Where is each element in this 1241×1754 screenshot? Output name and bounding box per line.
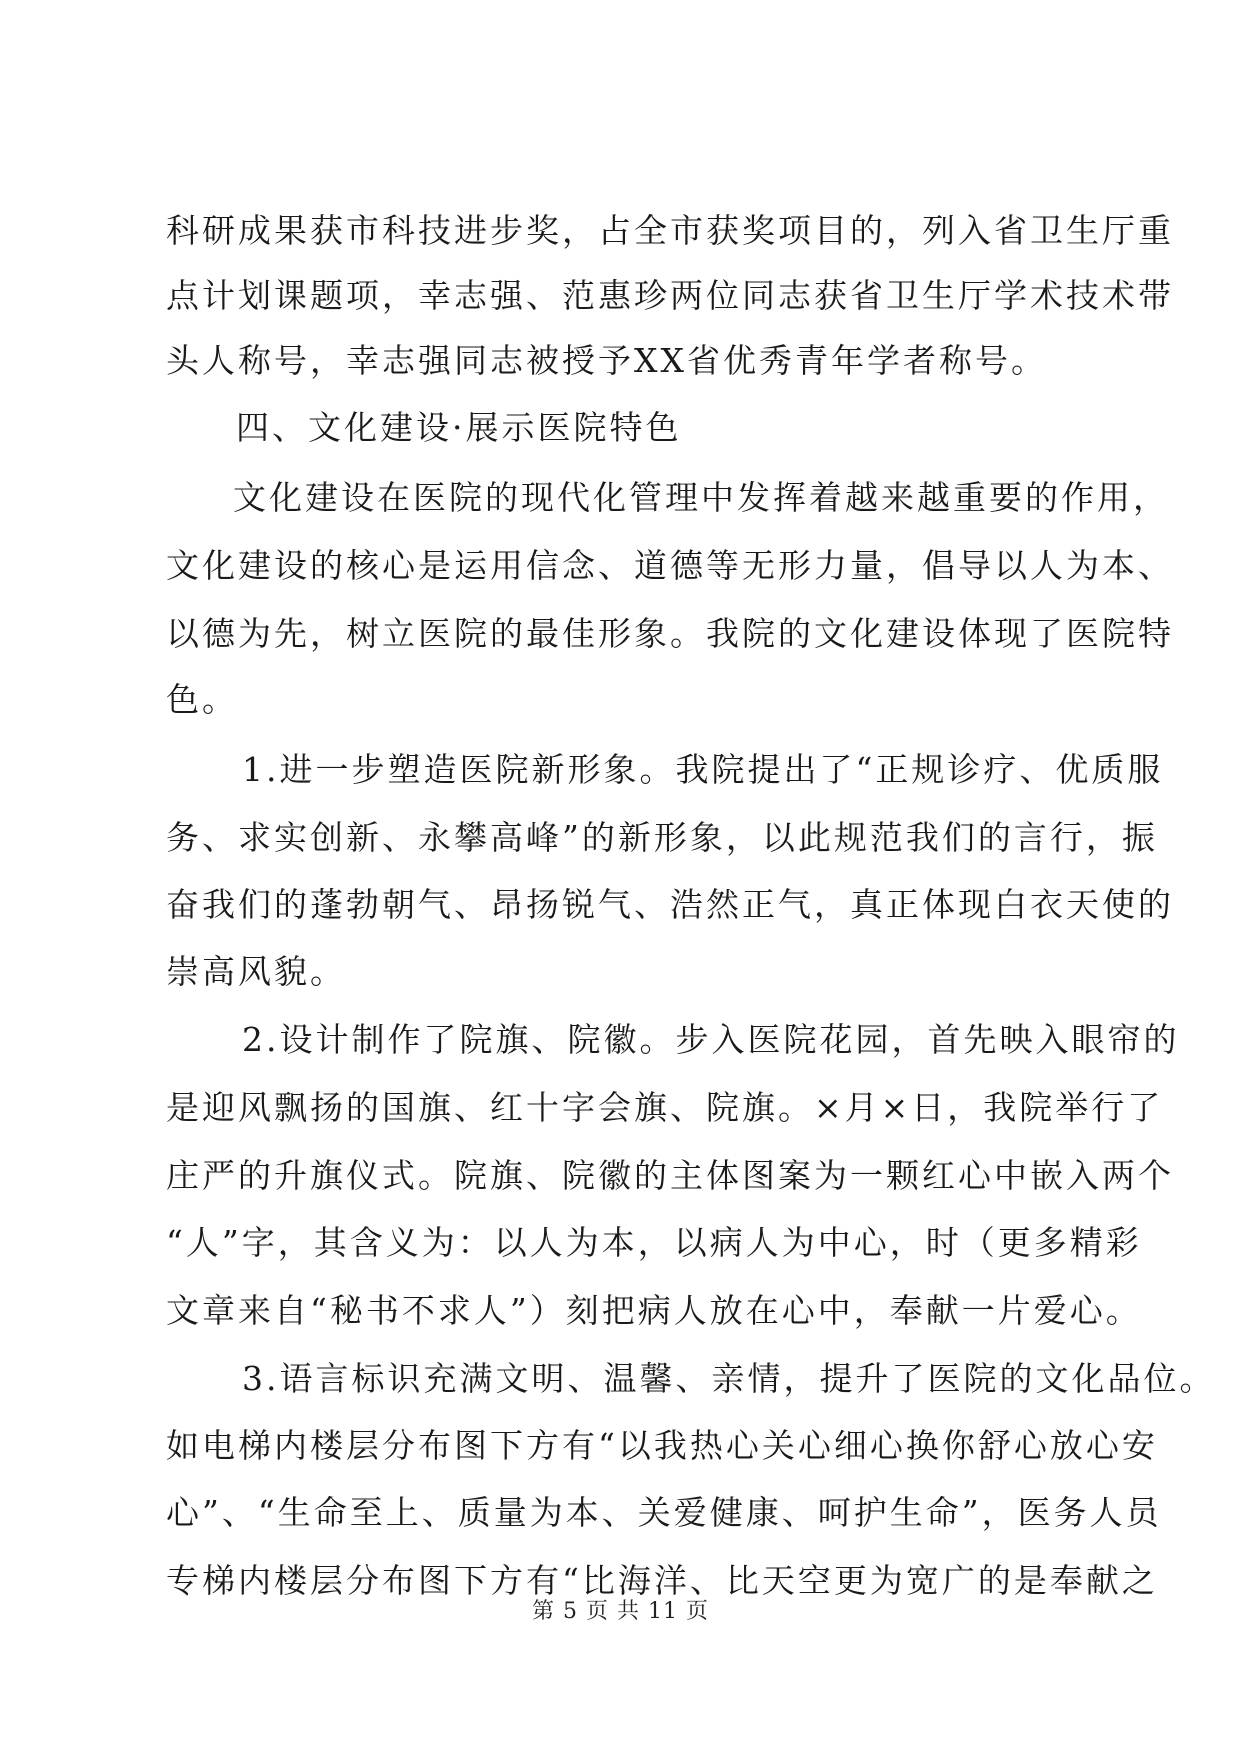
list-item-line: 1.进一步塑造医院新形象。我院提出了“正规诊疗、优质服 bbox=[242, 750, 1164, 789]
paragraph-line: 以德为先，树立医院的最佳形象。我院的文化建设体现了医院特 bbox=[166, 614, 1174, 653]
list-item-line: 2.设计制作了院旗、院徽。步入医院花园，首先映入眼帘的 bbox=[242, 1020, 1180, 1059]
section-heading: 四、文化建设·展示医院特色 bbox=[236, 408, 682, 447]
paragraph-line: 科研成果获市科技进步奖，占全市获奖项目的，列入省卫生厅重 bbox=[166, 211, 1174, 250]
list-item-line: 专梯内楼层分布图下方有“比海洋、比天空更为宽广的是奉献之 bbox=[166, 1561, 1158, 1600]
paragraph-line: 文化建设在医院的现代化管理中发挥着越来越重要的作用， bbox=[233, 478, 1169, 517]
paragraph-line: 文化建设的核心是运用信念、道德等无形力量，倡导以人为本、 bbox=[166, 546, 1174, 585]
list-item-line: 文章来自“秘书不求人”）刻把病人放在心中，奉献一片爱心。 bbox=[166, 1291, 1142, 1330]
list-item-line: 奋我们的蓬勃朝气、昂扬锐气、浩然正气，真正体现白衣天使的 bbox=[166, 885, 1174, 924]
list-item-line: “人”字，其含义为：以人为本，以病人为中心，时（更多精彩 bbox=[166, 1223, 1142, 1262]
list-item-line: 如电梯内楼层分布图下方有“以我热心关心细心换你舒心放心安 bbox=[166, 1426, 1158, 1465]
list-item-line: 3.语言标识充满文明、温馨、亲情，提升了医院的文化品位。 bbox=[242, 1359, 1216, 1398]
page-number-footer: 第 5 页 共 11 页 bbox=[532, 1599, 709, 1624]
list-item-line: 崇高风貌。 bbox=[166, 952, 346, 991]
paragraph-line: 头人称号，幸志强同志被授予XX省优秀青年学者称号。 bbox=[166, 341, 1047, 380]
list-item-line: 务、求实创新、永攀高峰”的新形象，以此规范我们的言行，振 bbox=[166, 818, 1158, 857]
paragraph-line: 点计划课题项，幸志强、范惠珍两位同志获省卫生厅学术技术带 bbox=[166, 276, 1174, 315]
list-item-line: 庄严的升旗仪式。院旗、院徽的主体图案为一颗红心中嵌入两个 bbox=[166, 1156, 1174, 1195]
paragraph-line: 色。 bbox=[166, 680, 238, 719]
list-item-line: 心”、“生命至上、质量为本、关爱健康、呵护生命”，医务人员 bbox=[166, 1493, 1162, 1532]
list-item-line: 是迎风飘扬的国旗、红十字会旗、院旗。×月×日，我院举行了 bbox=[166, 1088, 1164, 1127]
